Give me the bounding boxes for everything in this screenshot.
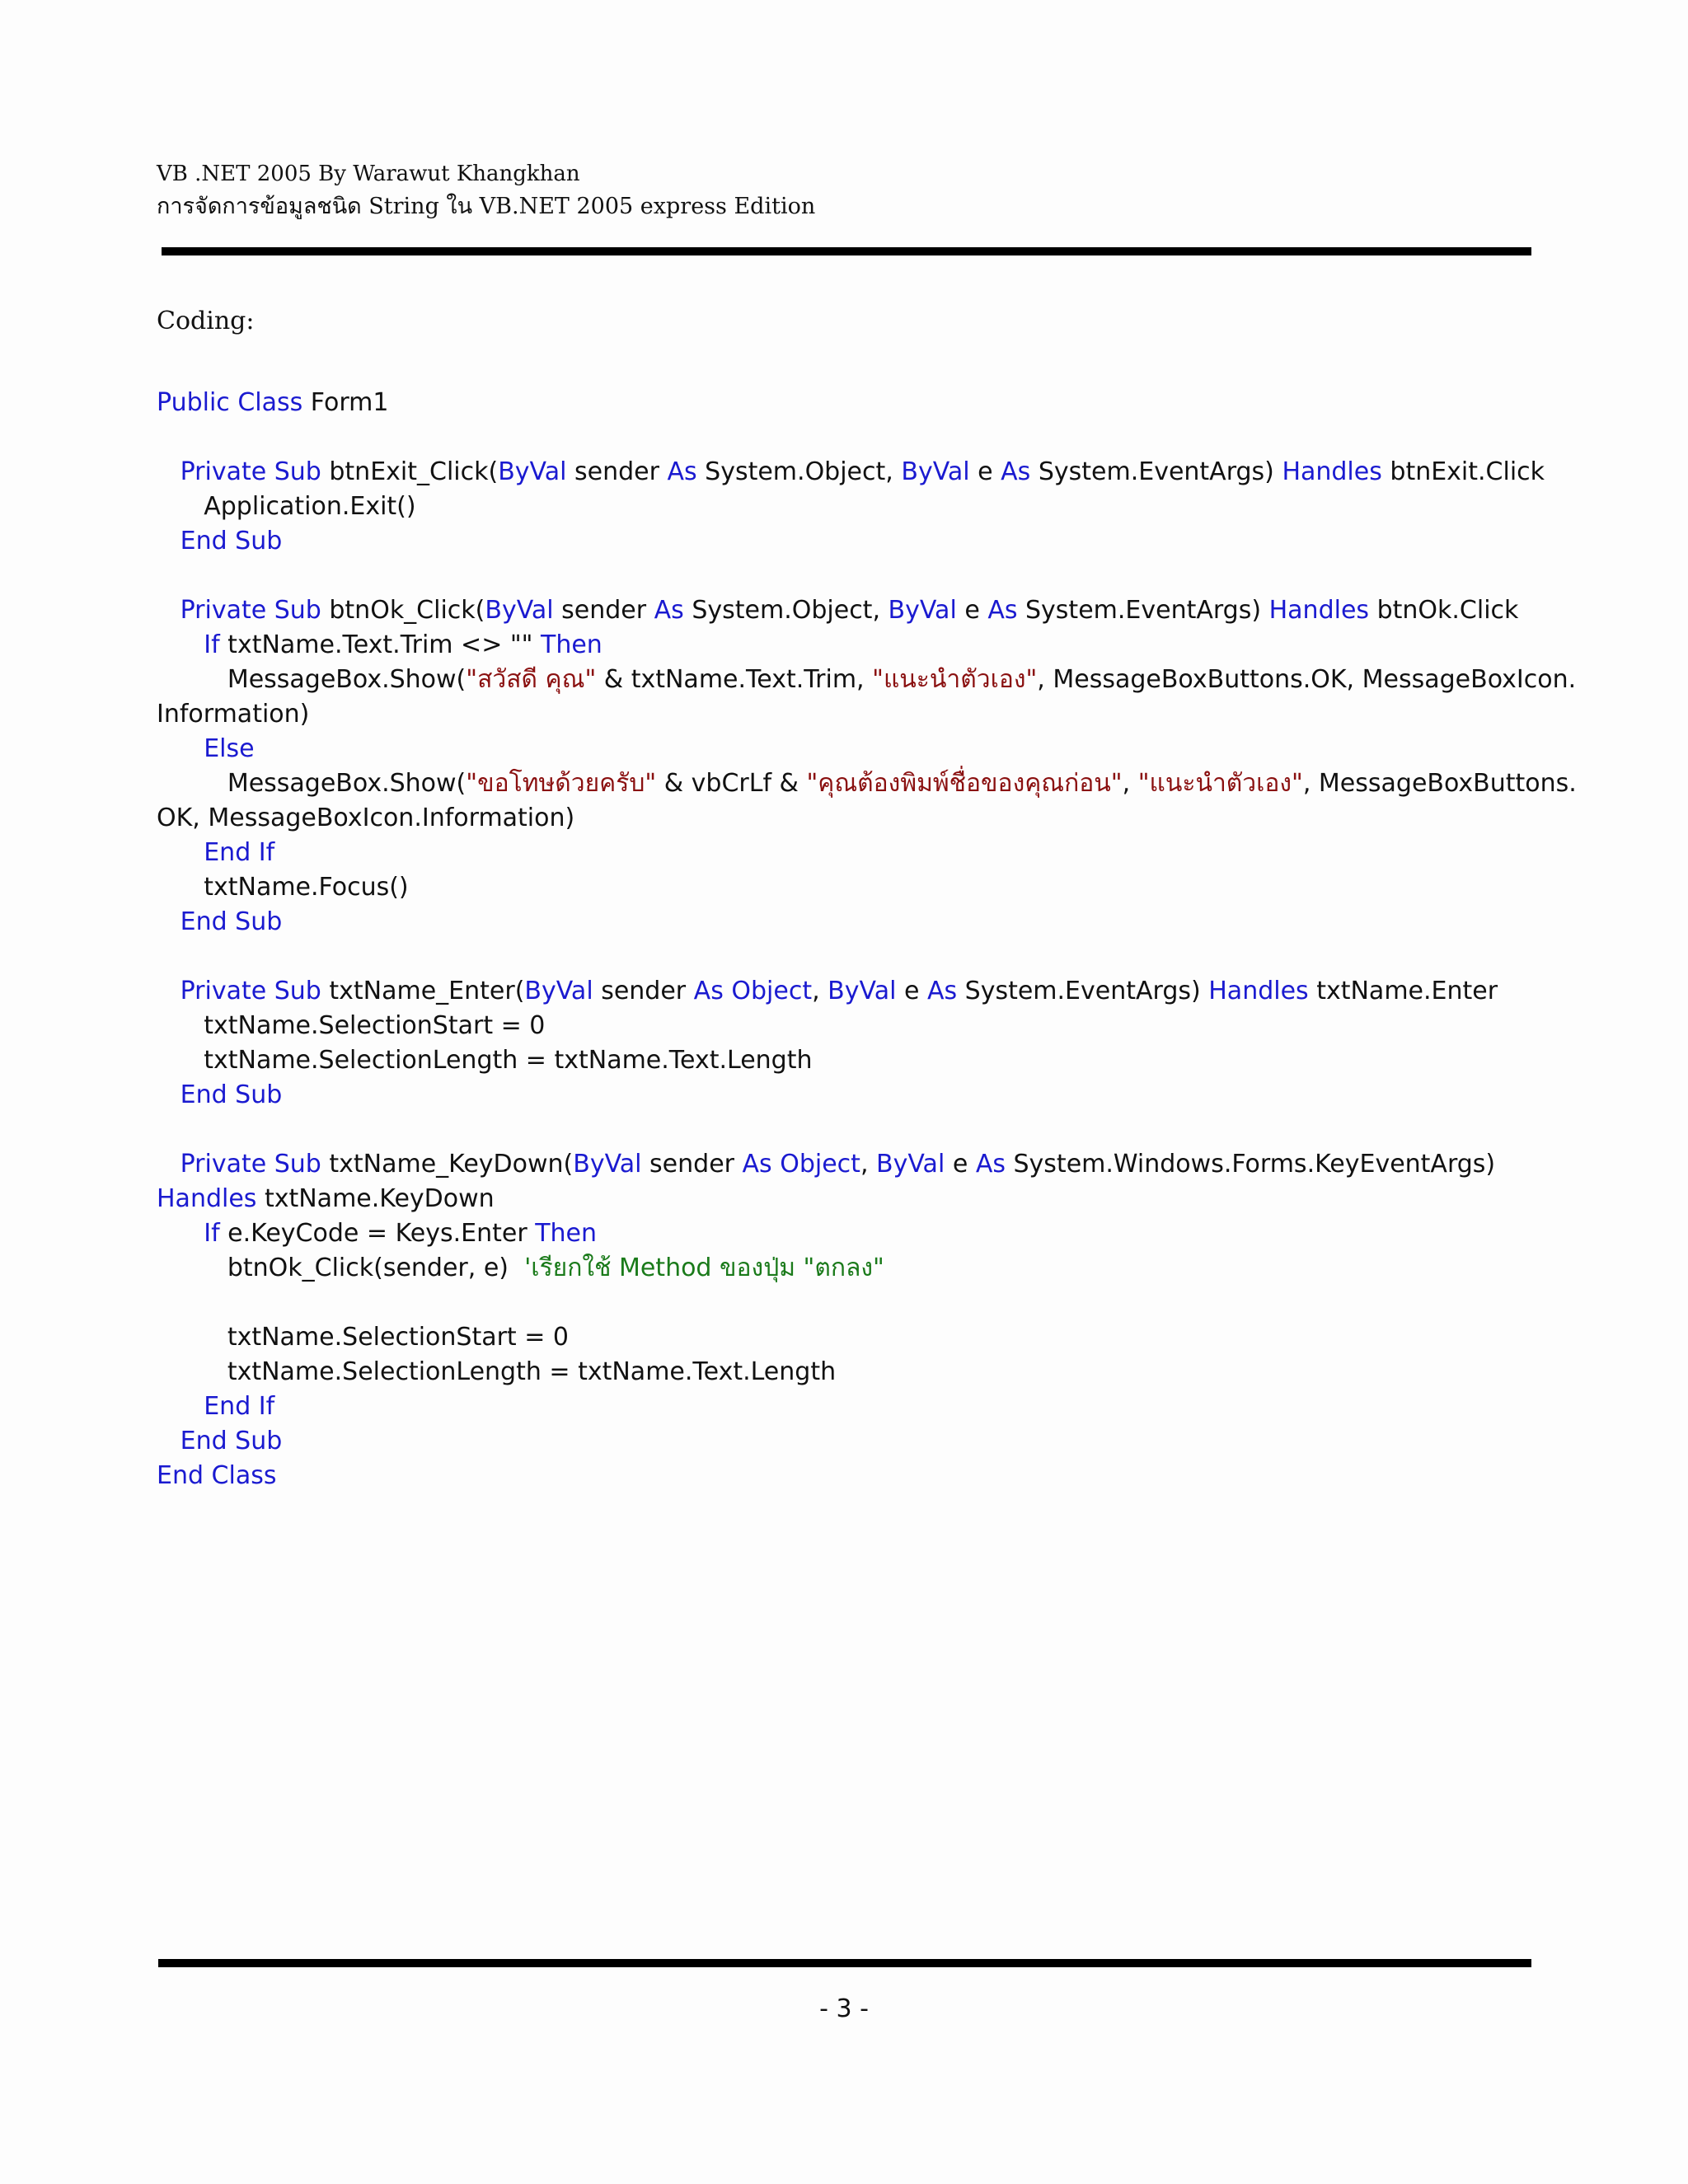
code-text: btnExit.Click [1381,457,1545,486]
code-text: System.EventArgs) [1030,457,1282,486]
header-title-line: การจัดการข้อมูลชนิด String ใน VB.NET 2005 express Edition [157,194,816,219]
code-keyword: If [204,630,220,659]
code-text [157,1392,204,1421]
code-line [157,1078,1550,1113]
code-keyword: As [667,457,697,486]
code-text: txtName.SelectionStart = 0 [157,1011,546,1040]
code-text: txtName.Focus() [157,873,409,902]
page-number: - 3 - [819,1994,869,2023]
code-keyword: Private Sub [180,457,321,486]
code-text [157,977,181,1005]
code-text [157,734,204,763]
code-keyword: As [926,977,958,1005]
code-text: e [896,977,927,1005]
code-line [157,559,1550,593]
code-keyword: If [204,1219,220,1248]
code-string: "คุณต้องพิมพ์ชื่อของคุณก่อน" [806,769,1123,798]
code-line [157,1147,1550,1182]
code-listing [157,386,1577,1493]
code-line [157,801,1550,836]
code-keyword: As [693,977,724,1005]
code-keyword: ByVal [573,1150,642,1179]
code-text: btnExit_Click( [321,457,499,486]
code-text: txtName.SelectionLength = txtName.Text.Length [157,1046,813,1075]
code-line [157,1216,1550,1251]
header-author-line: VB .NET 2005 By Warawut Khangkhan [157,162,580,186]
code-text: MessageBox.Show( [157,665,467,694]
code-line [157,455,1550,490]
code-keyword: As [987,596,1018,625]
code-keyword: ByVal [888,596,957,625]
code-line [157,490,1550,524]
code-keyword: Object [780,1150,860,1179]
code-text: sender [641,1150,743,1179]
code-text: txtName_KeyDown( [321,1150,574,1179]
code-text: sender [593,977,694,1005]
code-line [157,974,1550,1009]
code-text: txtName.Enter [1308,977,1498,1005]
code-keyword: Object [731,977,813,1005]
code-keyword: End If [204,838,275,867]
code-text: , [1122,769,1138,798]
code-line [157,1182,1550,1216]
code-text: txtName.SelectionLength = txtName.Text.Length [157,1357,837,1386]
code-text: , [860,1150,877,1179]
code-keyword: ByVal [876,1150,945,1179]
code-text: System.Windows.Forms.KeyEventArgs) [1005,1150,1496,1179]
code-text [157,838,204,867]
code-line [157,1320,1550,1355]
code-text [157,630,204,659]
code-text: e [969,457,1001,486]
code-text: System.EventArgs) [1017,596,1269,625]
code-line [157,940,1550,974]
section-label: Coding: [157,307,255,335]
code-line [157,905,1550,940]
footer-divider [158,1959,1531,1967]
code-text: sender [553,596,654,625]
code-text [157,527,181,555]
code-line [157,732,1550,766]
code-text [157,1427,181,1455]
code-line [157,524,1550,559]
code-text [772,1150,781,1179]
code-string: "สวัสดี คุณ" [466,665,597,694]
code-line [157,1113,1550,1147]
code-comment: 'เรียกใช้ Method ของปุ่ม "ตกลง" [524,1254,884,1282]
code-line [157,1043,1550,1078]
page-header [157,158,815,224]
code-keyword: Handles [1282,457,1382,486]
code-text: Information) [157,700,310,729]
code-text: , MessageBoxButtons. [1302,769,1577,798]
code-string: "แนะนำตัวเอง" [872,665,1038,694]
code-text: System.EventArgs) [957,977,1209,1005]
code-text: txtName.KeyDown [256,1184,495,1213]
code-line [157,766,1577,801]
code-line [157,628,1550,663]
code-keyword: As [975,1150,1006,1179]
code-line [157,1286,1550,1320]
code-text: System.Object, [683,596,889,625]
code-keyword: End Class [157,1461,277,1490]
code-line [157,1424,1550,1459]
code-text [157,457,181,486]
code-keyword: ByVal [524,977,593,1005]
code-keyword: Private Sub [180,977,321,1005]
code-line [157,1459,1550,1493]
code-keyword: End Sub [180,907,283,936]
code-text: btnOk_Click(sender, e) [157,1254,525,1282]
code-text: txtName.Text.Trim <> "" [219,630,541,659]
code-keyword: Handles [1268,596,1370,625]
code-text: e [945,1150,976,1179]
code-line [157,386,1550,420]
code-text: & vbCrLf & [656,769,807,798]
code-string: "ขอโทษด้วยครับ" [466,769,657,798]
code-text [157,907,181,936]
code-text [157,1219,204,1248]
code-text [157,596,181,625]
code-keyword: End Sub [180,1080,283,1109]
code-keyword: ByVal [498,457,567,486]
code-text [157,1150,181,1179]
code-text: & txtName.Text.Trim, [596,665,873,694]
code-keyword: Private Sub [180,596,321,625]
code-text [157,1080,181,1109]
code-keyword: As [1001,457,1031,486]
code-keyword: ByVal [828,977,897,1005]
code-line [157,1355,1550,1390]
code-keyword: Then [535,1219,597,1248]
code-keyword: End Sub [180,527,283,555]
code-text: , [812,977,828,1005]
code-keyword: ByVal [901,457,970,486]
code-keyword: As [654,596,684,625]
code-line [157,420,1550,455]
code-text: System.Object, [696,457,902,486]
code-string: "แนะนำตัวเอง" [1137,769,1303,798]
code-keyword: Handles [1208,977,1309,1005]
code-text: Application.Exit() [157,492,416,521]
code-keyword: End Sub [180,1427,283,1455]
code-text [724,977,732,1005]
code-line [157,836,1550,870]
code-text: e [956,596,988,625]
header-divider [162,247,1531,255]
code-keyword: Then [541,630,603,659]
code-line [157,1390,1550,1424]
code-text: btnOk.Click [1369,596,1519,625]
code-line [157,593,1550,628]
code-text: txtName.SelectionStart = 0 [157,1323,569,1352]
code-text: MessageBox.Show( [157,769,467,798]
code-line [157,697,1550,732]
code-keyword: End If [204,1392,275,1421]
code-text: Form1 [302,388,389,417]
code-line [157,1009,1550,1043]
code-keyword: Public Class [157,388,303,417]
code-text: txtName_Enter( [321,977,525,1005]
code-text: sender [566,457,668,486]
code-text: btnOk_Click( [321,596,485,625]
code-keyword: Private Sub [180,1150,321,1179]
code-text: OK, MessageBoxIcon.Information) [157,804,575,832]
code-line [157,1251,1550,1286]
code-keyword: As [742,1150,772,1179]
code-keyword: Else [204,734,255,763]
code-keyword: ByVal [485,596,554,625]
code-line [157,663,1577,697]
code-line [157,870,1550,905]
code-keyword: Handles [157,1184,257,1213]
code-text: , MessageBoxButtons.OK, MessageBoxIcon. [1037,665,1577,694]
code-text: e.KeyCode = Keys.Enter [219,1219,536,1248]
